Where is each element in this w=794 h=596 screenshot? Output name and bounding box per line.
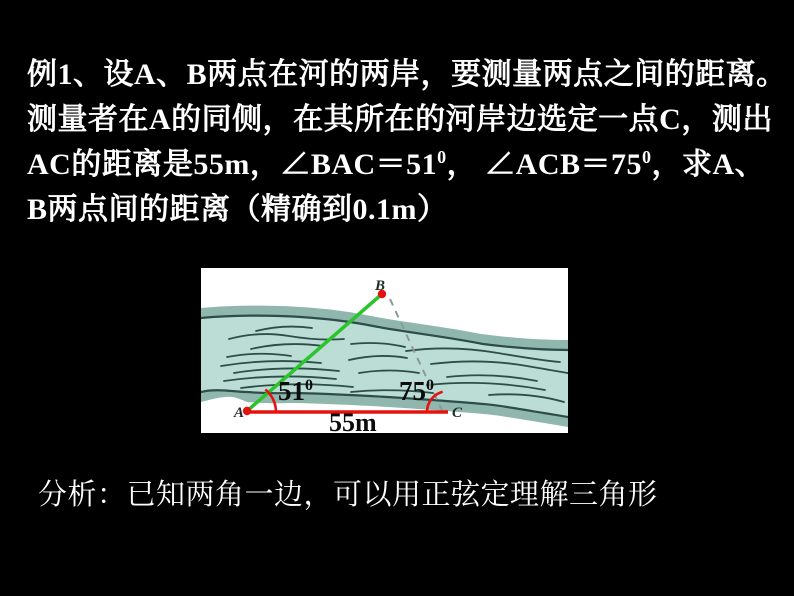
- problem-line-3-post: ，求A、: [651, 148, 766, 181]
- problem-line-1: 例1、设A、B两点在河的两岸，要测量两点之间的距离。: [27, 58, 787, 91]
- problem-line-3-pre: AC的距离是55m，∠BAC＝51: [27, 148, 438, 181]
- problem-text: [27, 52, 787, 232]
- problem-line-3: [27, 142, 783, 187]
- angle-a-degree-sup: 0: [305, 377, 313, 394]
- degree-superscript: 0: [642, 147, 652, 167]
- angle-c-degree-sup: 0: [426, 377, 434, 394]
- degree-superscript: 0: [437, 147, 447, 167]
- point-a-dot: [243, 407, 251, 415]
- problem-line-4: B两点间的距离（精确到0.1m）: [27, 193, 448, 226]
- label-point-b: B: [375, 278, 386, 294]
- angle-c-value: 75: [399, 376, 426, 406]
- label-point-c: C: [452, 405, 463, 421]
- problem-line-3-mid: ， ∠ACB＝75: [446, 148, 643, 181]
- river-figure: [201, 268, 568, 433]
- problem-line-2: 测量者在A的同侧，在其所在的河岸边选定一点C，测出: [27, 103, 773, 136]
- analysis-text: 分析：已知两角一边，可以用正弦定理解三角形: [38, 479, 658, 511]
- river-svg: [201, 268, 568, 433]
- distance-label: 55m: [329, 408, 377, 433]
- label-point-a: A: [234, 405, 245, 421]
- angle-a-value: 51: [278, 376, 305, 406]
